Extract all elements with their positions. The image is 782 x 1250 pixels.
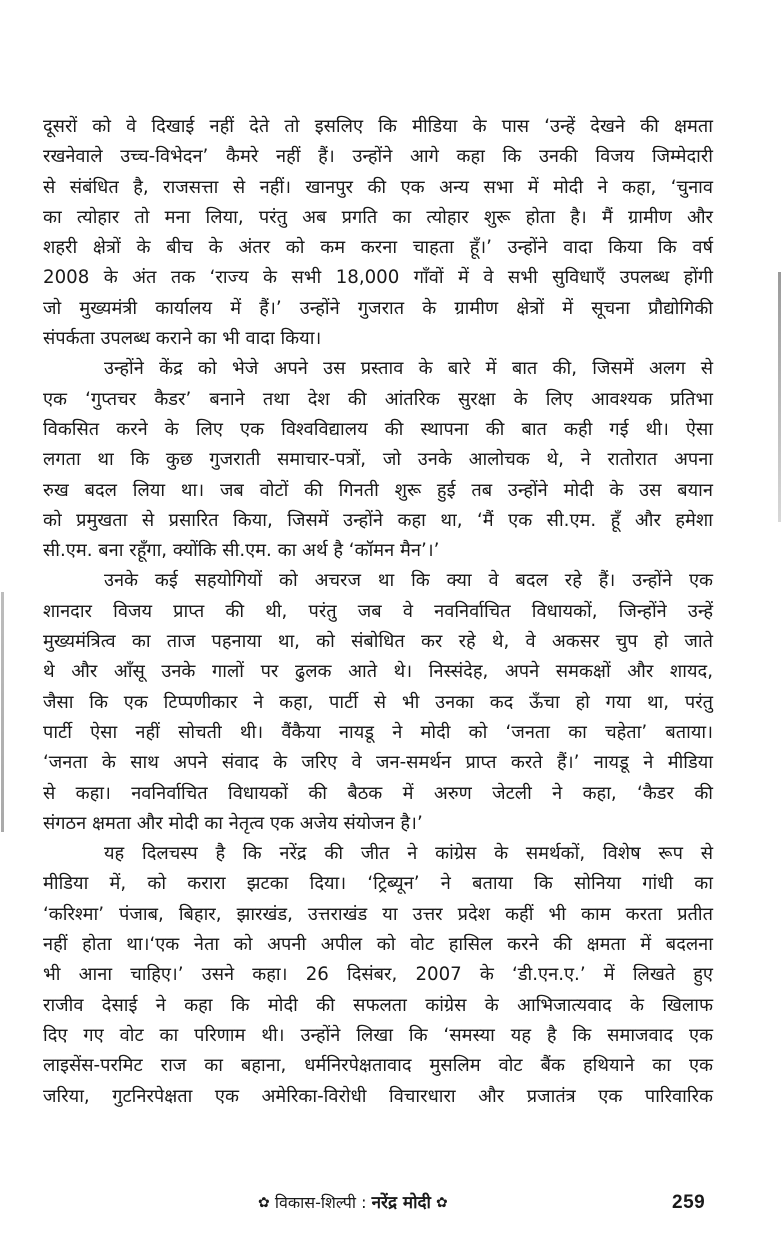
scan-edge-shadow-left	[1, 592, 4, 832]
text-line: जैसा कि एक टिप्पणीकार ने कहा, पार्टी से भी उनका कद ऊँचा हो गया था, परंतु	[43, 691, 713, 713]
text-line: संगठन क्षमता और मोदी का नेतृत्व एक अजेय संयोजन है।’	[43, 812, 423, 834]
text-line: लाइसेंस-परमिट राज का बहाना, धर्मनिरपेक्षतावाद मुसलिम वोट बैंक हथियाने का एक	[43, 1055, 713, 1077]
text-line: जो मुख्यमंत्री कार्यालय में हैं।’ उन्होंने गुजरात के ग्रामीण क्षेत्रों में सूचना प्रौद्योगिकी	[43, 297, 713, 319]
text-line: सी.एम. बना रहूँगा, क्योंकि सी.एम. का अर्थ है ‘कॉमन मैन’।’	[43, 540, 440, 562]
flower-ornament-icon: ✿	[258, 1195, 270, 1211]
text-line: एक ‘गुप्तचर कैडर’ बनाने तथा देश की आंतरिक सुरक्षा के लिए आवश्यक प्रतिभा	[43, 388, 713, 410]
text-line: पार्टी ऐसा नहीं सोचती थी। वैंकैया नायडू ने मोदी को ‘जनता का चहेता’ बताया।	[43, 721, 713, 743]
text-line: ‘करिश्मा’ पंजाब, बिहार, झारखंड, उत्तराखंड या उत्तर प्रदेश कहीं भी काम करता प्रतीत	[43, 903, 713, 925]
text-line: नहीं होता था।‘एक नेता को अपनी अपील को वोट हासिल करने की क्षमता में बदलना	[43, 934, 713, 956]
text-line: थे और आँसू उनके गालों पर ढुलक आते थे। निस्संदेह, अपने समकक्षों और शायद,	[43, 661, 713, 683]
text-line: दूसरों को वे दिखाई नहीं देते तो इसलिए कि मीडिया के पास ‘उन्हें देखने की क्षमता	[43, 116, 713, 137]
text-line: यह दिलचस्प है कि नरेंद्र की जीत ने कांग्रेस के समर्थकों, विशेष रूप से	[104, 843, 713, 865]
paragraph	[43, 354, 713, 566]
text-line: लगता था कि कुछ गुजराती समाचार-पत्रों, जो उनके आलोचक थे, ने रातोरात अपना	[43, 449, 713, 471]
text-line: विकसित करने के लिए एक विश्वविद्यालय की स्थापना की बात कही गई थी। ऐसा	[43, 418, 713, 440]
scan-edge-shadow-right	[778, 272, 781, 522]
text-line: शानदार विजय प्राप्त की थी, परंतु जब वे नवनिर्वाचित विधायकों, जिन्होंने उन्हें	[43, 600, 713, 622]
paragraph	[43, 839, 713, 1112]
paragraph	[43, 112, 713, 354]
body-text	[43, 112, 713, 1112]
series-title: विकास-शिल्पी :	[274, 1193, 367, 1212]
text-line: जरिया, गुटनिरपेक्षता एक अमेरिका-विरोधी विचारधारा और प्रजातंत्र एक पारिवारिक	[43, 1085, 713, 1107]
text-line: ‘जनता के साथ अपने संवाद के जरिए वे जन-समर्थन प्राप्त करते हैं।’ नायडू ने मीडिया	[43, 752, 713, 774]
text-line: 2008 के अंत तक ‘राज्य के सभी 18,000 गाँवों में वे सभी सुविधाएँ उपलब्ध होंगी	[43, 267, 713, 289]
text-line: से कहा। नवनिर्वाचित विधायकों की बैठक में अरुण जेटली ने कहा, ‘कैडर की	[43, 782, 713, 804]
text-line: उन्होंने केंद्र को भेजे अपने उस प्रस्ताव के बारे में बात की, जिसमें अलग से	[104, 358, 713, 380]
text-line: भी आना चाहिए।’ उसने कहा। 26 दिसंबर, 2007 के ‘डी.एन.ए.’ में लिखते हुए	[43, 964, 713, 986]
text-line: मुख्यमंत्रित्व का ताज पहनाया था, को संबोधित कर रहे थे, वे अकसर चुप हो जाते	[43, 631, 713, 653]
running-footer-title	[258, 1190, 448, 1216]
text-line: उनके कई सहयोगियों को अचरज था कि क्या वे बदल रहे हैं। उन्होंने एक	[104, 570, 713, 592]
flower-ornament-icon: ✿	[436, 1195, 448, 1211]
page-footer	[0, 1190, 782, 1216]
text-line: दिए गए वोट का परिणाम थी। उन्होंने लिखा कि ‘समस्या यह है कि समाजवाद एक	[43, 1024, 713, 1046]
text-line: रखनेवाले उच्च-विभेदन’ कैमरे नहीं हैं। उन्होंने आगे कहा कि उनकी विजय जिम्मेदारी	[43, 146, 713, 168]
text-line: से संबंधित है, राजसत्ता से नहीं। खानपुर की एक अन्य सभा में मोदी ने कहा, ‘चुनाव	[43, 176, 713, 198]
text-line: संपर्कता उपलब्ध कराने का भी वादा किया।	[43, 328, 322, 350]
subject-name: नरेंद्र मोदी	[371, 1193, 431, 1213]
page-number: 259	[672, 1192, 706, 1213]
text-line: शहरी क्षेत्रों के बीच के अंतर को कम करना चाहता हूँ।’ उन्होंने वादा किया कि वर्ष	[43, 237, 713, 259]
text-line: रुख बदल लिया था। जब वोटों की गिनती शुरू हुई तब उन्होंने मोदी के उस बयान	[43, 479, 713, 501]
text-line: राजीव देसाई ने कहा कि मोदी की सफलता कांग्रेस के आभिजात्यवाद के खिलाफ	[43, 994, 713, 1016]
text-line: को प्रमुखता से प्रसारित किया, जिसमें उन्होंने कहा था, ‘मैं एक सी.एम. हूँ और हमेशा	[43, 509, 713, 531]
text-line: मीडिया में, को करारा झटका दिया। ‘ट्रिब्यून’ ने बताया कि सोनिया गांधी का	[43, 873, 713, 895]
text-line: का त्योहार तो मना लिया, परंतु अब प्रगति का त्योहार शुरू होता है। मैं ग्रामीण और	[43, 206, 713, 228]
paragraph	[43, 566, 713, 839]
